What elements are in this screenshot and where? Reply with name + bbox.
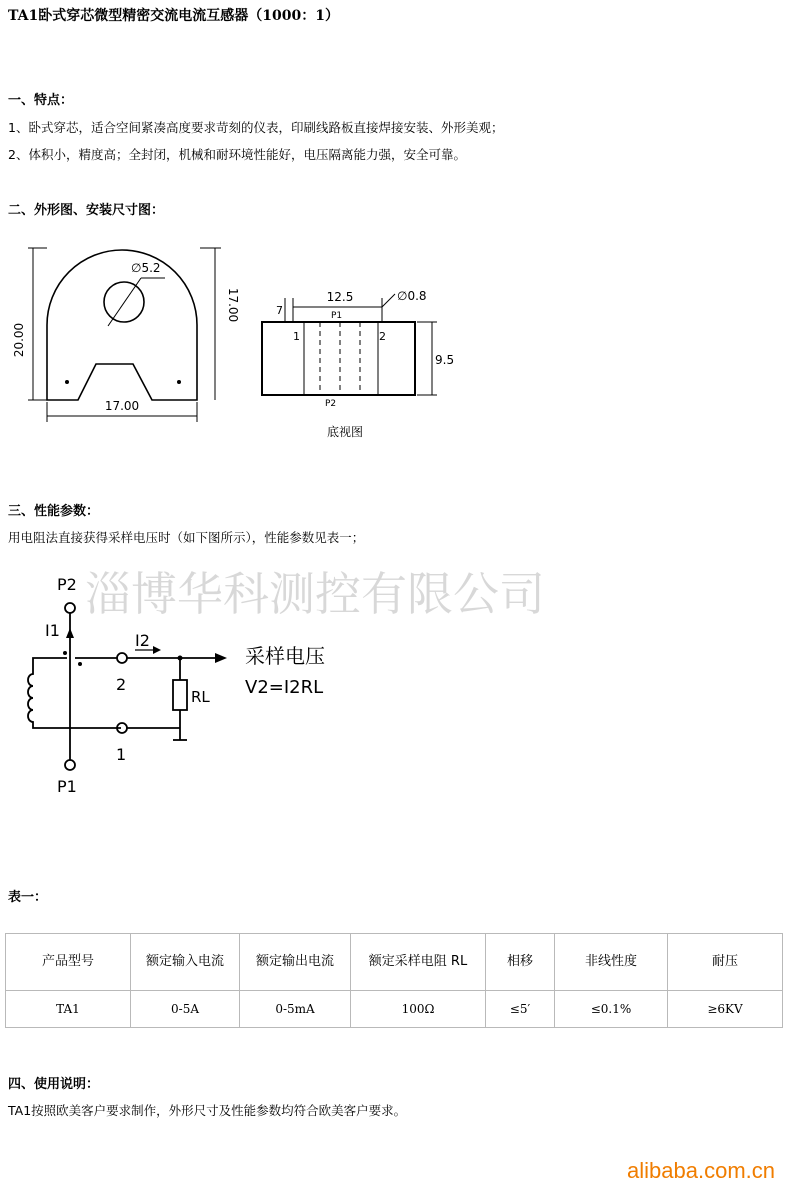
node-1-label: 1 xyxy=(116,745,127,764)
table-caption: 表一： xyxy=(8,890,48,905)
outline-drawing xyxy=(5,230,470,460)
i1-label: I1 xyxy=(45,621,60,640)
front-view-outline xyxy=(47,250,197,400)
spec-table xyxy=(5,933,783,1028)
header-cell: 非线性度 xyxy=(555,934,668,991)
header-cell: 额定采样电阻 RL xyxy=(351,934,486,991)
bottom-width: 12.5 xyxy=(326,290,354,304)
table-header-row xyxy=(6,934,783,991)
performance-intro: 用电阻法直接获得采样电压时（如下图所示），性能参数见表一； xyxy=(8,530,365,545)
bottom-view-outline xyxy=(262,322,415,395)
i2-label: I2 xyxy=(135,631,150,650)
alibaba-logo[interactable]: alibaba.com.cn xyxy=(627,1158,775,1183)
node-2-label: 2 xyxy=(116,675,127,694)
header-cell: 额定输入电流 xyxy=(131,934,240,991)
pin-length: 7 xyxy=(276,304,283,317)
p1-label: P1 xyxy=(57,777,77,796)
feature-item-1: 1、卧式穿芯，适合空间紧凑高度要求苛刻的仪表，印刷线路板直接焊接安装、外形美观； xyxy=(8,120,504,135)
circuit-diagram xyxy=(5,560,785,840)
usage-text: TA1按照欧美客户要求制作，外形尺寸及性能参数均符合欧美客户要求。 xyxy=(8,1103,407,1118)
table-cell: 0-5A xyxy=(131,991,240,1028)
table-cell: ≤5′ xyxy=(486,991,555,1028)
pin-diameter: ∅0.8 xyxy=(397,289,427,303)
header-cell: 产品型号 xyxy=(6,934,131,991)
p2-terminal xyxy=(65,603,75,613)
document-title: TA1卧式穿芯微型精密交流电流互感器（1000：1） xyxy=(8,8,339,24)
header-cell: 额定输出电流 xyxy=(240,934,351,991)
feature-item-2: 2、体积小，精度高；全封闭，机械和耐环境性能好，电压隔离能力强，安全可靠。 xyxy=(8,147,466,162)
front-height-right: 17.00 xyxy=(226,287,240,323)
node-2-terminal xyxy=(117,653,127,663)
bottom-p1-label: P1 xyxy=(331,311,343,321)
watermark: 淄博华科测控有限公司 xyxy=(85,567,545,621)
front-width: 17.00 xyxy=(104,399,140,413)
header-cell: 耐压 xyxy=(668,934,783,991)
formula-label: V2=I2RL xyxy=(245,677,324,698)
table-cell: TA1 xyxy=(6,991,131,1028)
usage-heading: 四、使用说明： xyxy=(8,1077,100,1092)
outline-heading: 二、外形图、安装尺寸图： xyxy=(8,203,165,218)
p1-terminal xyxy=(65,760,75,770)
rl-label: RL xyxy=(191,688,210,706)
pin-1-label: 1 xyxy=(293,330,300,343)
bottom-p2-label: P2 xyxy=(325,399,337,409)
load-resistor xyxy=(173,680,187,710)
table-row xyxy=(6,991,783,1028)
features-heading: 一、特点： xyxy=(8,93,74,108)
table-cell: 0-5mA xyxy=(240,991,351,1028)
table-cell: ≤0.1% xyxy=(555,991,668,1028)
front-height-left: 20.00 xyxy=(12,322,26,358)
secondary-coil xyxy=(28,658,121,728)
performance-heading: 三、性能参数： xyxy=(8,504,100,519)
table-cell: ≥6KV xyxy=(668,991,783,1028)
header-cell: 相移 xyxy=(486,934,555,991)
bottom-height: 9.5 xyxy=(435,353,455,367)
pin-2-label: 2 xyxy=(379,330,386,343)
p2-label: P2 xyxy=(57,575,77,594)
sample-voltage-label: 采样电压 xyxy=(245,644,325,668)
table-cell: 100Ω xyxy=(351,991,486,1028)
bottom-view-caption: 底视图 xyxy=(327,425,364,439)
hole-diameter: ∅5.2 xyxy=(131,261,161,275)
